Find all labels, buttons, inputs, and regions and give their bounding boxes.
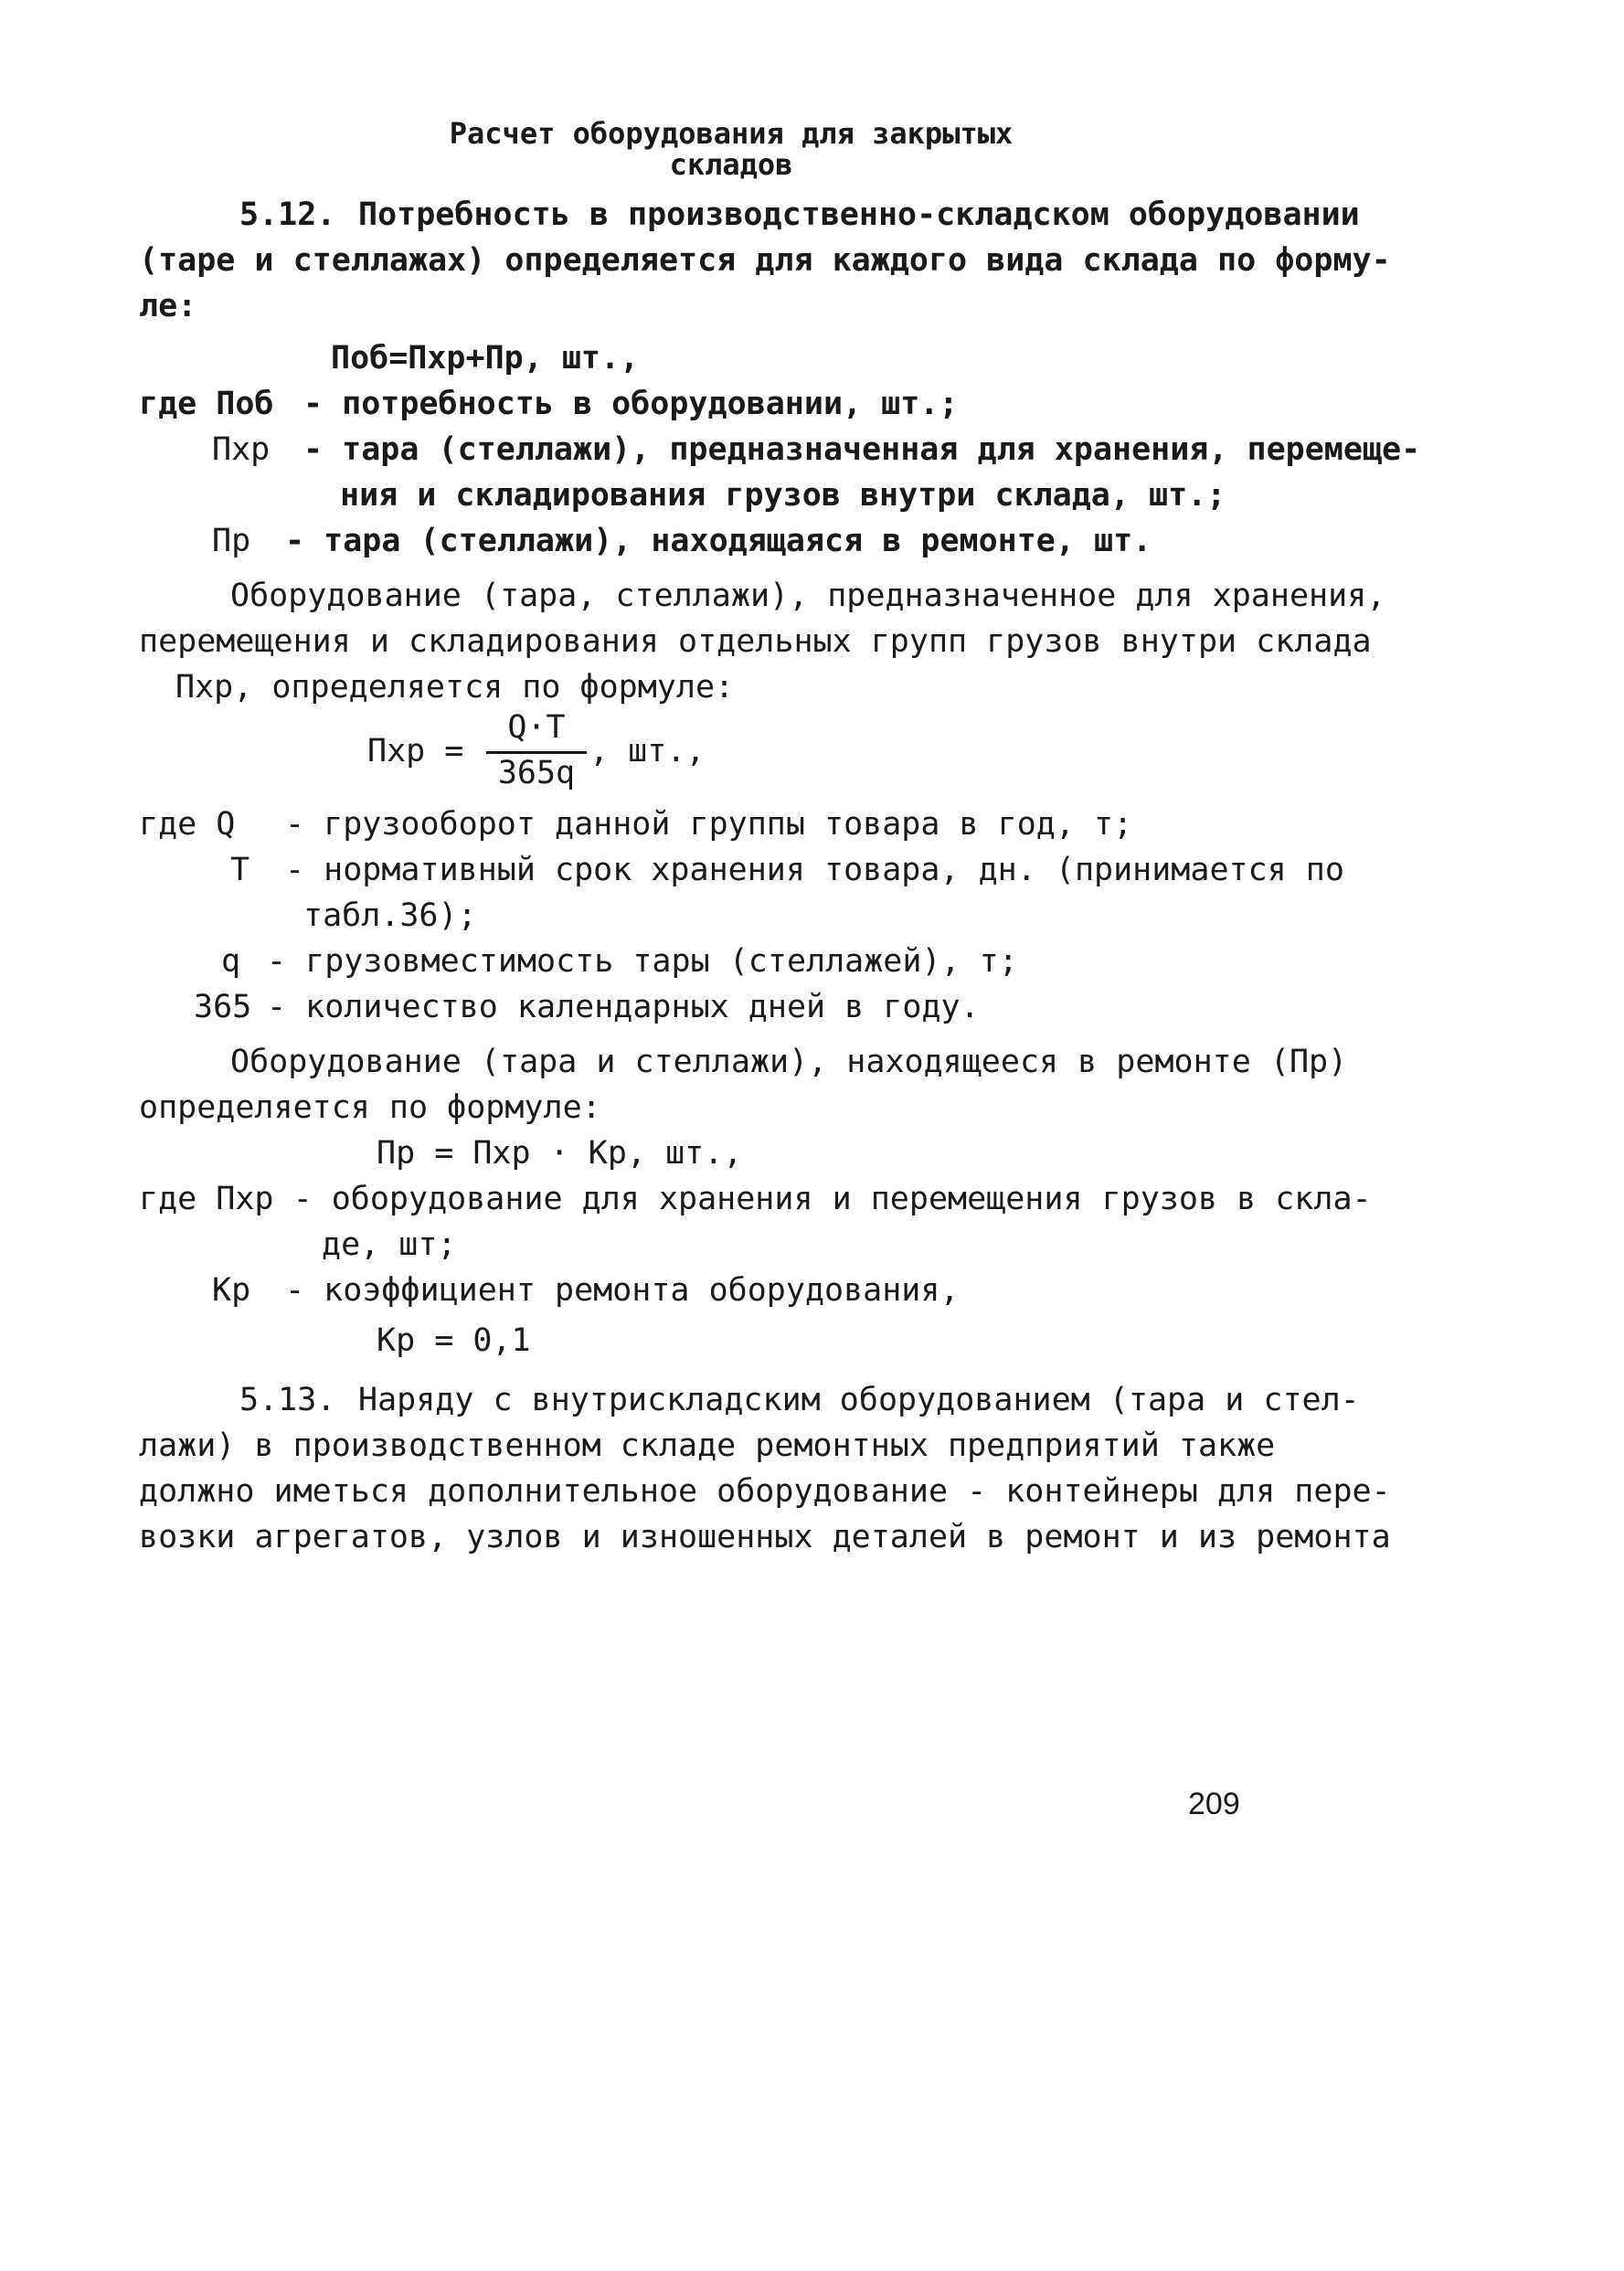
storage-formula-fraction — [486, 709, 587, 801]
where-text-t: - нормативный срок хранения товара, дн. (принимается по — [285, 852, 1344, 888]
where-term-q-small: q — [221, 943, 241, 980]
where-text-t-cont: табл.36); — [303, 897, 477, 934]
storage-formula-right: , шт., — [589, 733, 706, 769]
clause-5-12-line-3: ле: — [139, 288, 197, 324]
repair-formula: Пр = Пхр · Кр, шт., — [377, 1135, 743, 1172]
fraction-denominator: 365q — [497, 755, 576, 791]
where-term-kr: Кр — [212, 1272, 251, 1309]
section-subtitle: складов — [669, 147, 793, 182]
where-term-pr: Пр — [212, 523, 251, 559]
where-pkhr-repair: где Пхр - оборудование для хранения и перемещения грузов в скла- — [139, 1181, 1372, 1217]
where-term-365: 365 — [194, 989, 252, 1025]
section-title: Расчет оборудования для закрытых — [449, 116, 1014, 151]
clause-number-5-13: 5.13. — [239, 1382, 336, 1418]
fraction-bar — [486, 751, 587, 754]
repair-coefficient-value: Кр = 0,1 — [377, 1322, 531, 1359]
where-text-q-small: - грузовместимость тары (стеллажей), т; — [267, 943, 1018, 980]
paragraph-2-line-2: перемещения и складирования отдельных групп грузов внутри склада — [139, 623, 1372, 660]
clause-5-13-line-3: должно иметься дополнительное оборудование - контейнеры для пере- — [139, 1473, 1391, 1510]
where-term-t: T — [230, 852, 250, 888]
paragraph-3-line-1: Оборудование (тара и стеллажи), находящееся в ремонте (Пр) — [230, 1044, 1348, 1080]
paragraph-3-line-2: определяется по формуле: — [139, 1089, 601, 1126]
clause-5-13-line-1: Наряду с внутрискладским оборудованием (тара и стел- — [358, 1382, 1360, 1418]
where-text-pkhr-cont: ния и складирования грузов внутри склада, шт.; — [340, 477, 1226, 514]
page-number: 209 — [1188, 1787, 1240, 1821]
clause-5-13-line-2: лажи) в производственном складе ремонтных предприятий также — [139, 1427, 1276, 1464]
where-text-q: - грузооборот данной группы товара в год, т; — [285, 806, 1133, 843]
paragraph-2-line-1: Оборудование (тара, стеллажи), предназначенное для хранения, — [230, 578, 1386, 614]
total-equipment-formula: Поб=Пхр+Пр, шт., — [331, 340, 640, 377]
where-term-q: где Q — [139, 806, 236, 843]
where-text-365: - количество календарных дней в году. — [267, 989, 980, 1025]
where-text-kr: - коэффициент ремонта оборудования, — [285, 1272, 960, 1309]
where-text-pob: - потребность в оборудовании, шт.; — [303, 386, 959, 422]
where-text-pr: - тара (стеллажи), находящаяся в ремонте, шт. — [285, 523, 1152, 559]
clause-5-12-line-1: Потребность в производственно-складском оборудовании — [358, 196, 1360, 233]
where-pkhr-repair-cont: де, шт; — [322, 1226, 457, 1263]
clause-number-5-12: 5.12. — [239, 196, 336, 233]
where-text-pkhr: - тара (стеллажи), предназначенная для хранения, перемеще- — [303, 431, 1421, 468]
paragraph-2-line-3: Пхр, определяется по формуле: — [175, 669, 735, 706]
where-term-pob: где Поб — [139, 386, 274, 422]
fraction-numerator: Q·T — [507, 709, 566, 746]
storage-formula-left: Пхр = — [367, 733, 464, 769]
clause-5-13-line-4: возки агрегатов, узлов и изношенных деталей в ремонт и из ремонта — [139, 1519, 1391, 1555]
where-term-pkhr: Пхр — [212, 431, 271, 468]
clause-5-12-line-2: (таре и стеллажах) определяется для каждого вида склада по форму- — [139, 242, 1391, 279]
